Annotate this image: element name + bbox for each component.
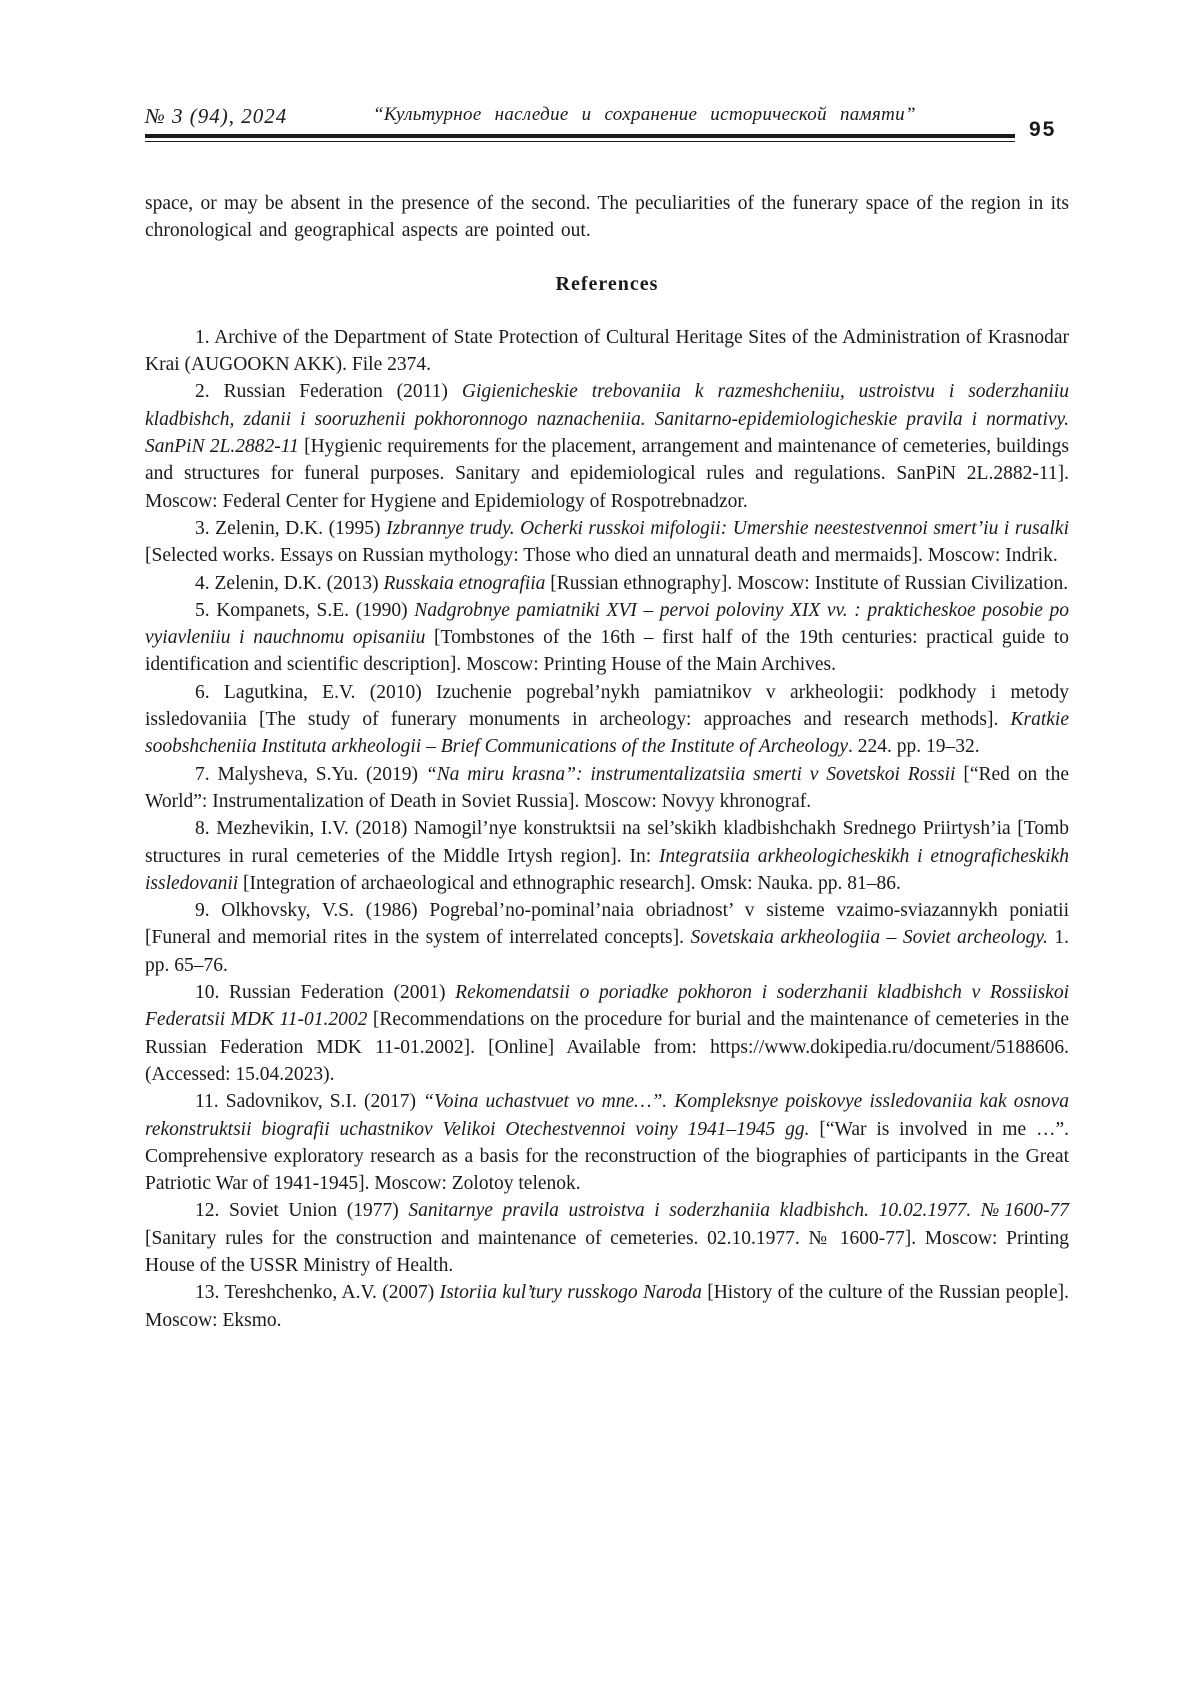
reference-title: Russkaia etnografiia — [383, 572, 546, 594]
reference-text: [Selected works. Essays on Russian mythology: Those who died an unnatural death and mermaids]. Moscow: Indrik. — [145, 545, 1058, 567]
reference-title: Sanitarnye pravila ustroistva i soderzhaniia kladbishch. 10.02.1977. №1600-77 — [408, 1200, 1069, 1222]
reference-item — [145, 1279, 1069, 1334]
reference-title: Istoriia kul’tury russkogo Naroda — [439, 1282, 702, 1304]
journal-title: “Культурное наследие и сохранение исторической памяти” — [373, 104, 916, 125]
reference-title: Izbrannye trudy. Ocherki russkoi mifologii: Umershie neestestvennoi smert’iu i rusalki — [386, 517, 1069, 539]
reference-text: 7. Malysheva, S.Yu. (2019) — [195, 763, 426, 785]
reference-title: “Na miru krasna”: instrumentalizatsiia smerti v Sovetskoi Rossii — [425, 763, 956, 785]
reference-text: 9. Olkhovsky, V.S. (1986) Pogrebal’no-pominal’naia obriadnost’ v sisteme vzaimo-sviazannykh poniatii [Funeral and memorial rites in the system of interrelated concepts]. — [145, 900, 1069, 949]
reference-text: 11. Sadovnikov, S.I. (2017) — [195, 1091, 424, 1113]
reference-text: [History of the culture of the Russian people]. Moscow: Eksmo. — [145, 1282, 1069, 1331]
reference-text: 1. Archive of the Department of State Protection of Cultural Heritage Sites of the Administration of Krasnodar Krai (AUGOOKN AKK). File 2374. — [145, 326, 1069, 376]
reference-text: . 224. pp. 19–32. — [848, 736, 980, 758]
reference-text: 8. Mezhevikin, I.V. (2018) Namogil’nye konstruktsii na sel’skikh kladbishchakh Srednego Priirtysh’ia [Tomb structures in rural cemeteries of the Middle Irtysh region]. In: — [145, 818, 1069, 867]
reference-text: [“War is involved in me …”. Comprehensive exploratory research as a basis for the reconstruction of the biographies of participants in the Great Patriotic War of 1941-1945]. Moscow: Zolotoy telenok. — [145, 1118, 1069, 1195]
reference-item — [145, 324, 1069, 379]
reference-text: 3. Zelenin, D.K. (1995) — [195, 517, 387, 539]
reference-text: 4. Zelenin, D.K. (2013) — [195, 572, 384, 594]
reference-item — [145, 815, 1069, 897]
reference-title: Sovetskaia arkheologiia – Soviet archeology. — [690, 927, 1048, 949]
reference-item — [145, 570, 1069, 597]
reference-title: Integratsiia arkheologicheskikh i etnograficheskikh issledovanii — [145, 845, 1069, 894]
header-rule-thick — [145, 134, 1015, 138]
reference-item — [145, 1088, 1069, 1197]
reference-title: Kratkie soobshcheniia Instituta arkheologii – Brief Communications of the Institute of Archeology — [145, 709, 1069, 758]
reference-text: [Hygienic requirements for the placement, arrangement and maintenance of cemeteries, buildings and structures for funeral purposes. Sanitary and epidemiological rules and regulations. SanPiN 2L.2882-11]. Moscow: Federal Center for Hygiene and Epidemiology of Rospotrebnadzor. — [145, 436, 1069, 512]
reference-text: [Sanitary rules for the construction and maintenance of cemeteries. 02.10.1977. № 1600-77]. Moscow: Printing House of the USSR Ministry of Health. — [145, 1227, 1069, 1276]
reference-item — [145, 679, 1069, 761]
reference-text: [Recommendations on the procedure for burial and the maintenance of cemeteries in the Russian Federation MDK 11-01.2002]. [Online] Available from: https://www.dokipedia.ru/document/5188606. (Accessed: 15.04.2023). — [145, 1009, 1069, 1085]
reference-title: Nadgrobnye pamiatniki XVI – pervoi poloviny XIX vv. : prakticheskoe posobie po vyiavleniiu i nauchnomu opisaniiu — [145, 599, 1069, 649]
references-heading: References — [555, 272, 659, 295]
page-body — [145, 190, 1069, 1334]
reference-text: 12. Soviet Union (1977) — [195, 1200, 409, 1222]
reference-text: [Tombstones of the 16th – first half of the 19th centuries: practical guide to identification and scientific description]. Moscow: Printing House of the Main Archives. — [145, 627, 1069, 676]
reference-item — [145, 761, 1069, 816]
reference-title: Gigienicheskie trebovaniia k razmeshcheniiu, ustroistvu i soderzhaniiu kladbishch, zdanii i sooruzhenii pokhoronnogo naznacheniia. Sanitarno-epidemiologicheskie pravila i normativy. SanPiN 2L.2882-11 — [145, 381, 1069, 458]
issue-number: № 3 (94), 2024 — [145, 104, 288, 128]
reference-item — [145, 597, 1069, 679]
reference-item — [145, 897, 1069, 979]
page-number: 95 — [1029, 118, 1057, 141]
abstract-continuation: space, or may be absent in the presence of the second. The peculiarities of the funerary space of the region in its chronological and geographical aspects are pointed out. — [145, 193, 1069, 242]
reference-item — [145, 979, 1069, 1088]
reference-item — [145, 515, 1069, 570]
reference-text: 10. Russian Federation (2001) — [195, 982, 456, 1004]
reference-text: [Russian ethnography]. Moscow: Institute of Russian Civilization. — [545, 572, 1069, 594]
reference-text: 6. Lagutkina, E.V. (2010) Izuchenie pogrebal’nykh pamiatnikov v arkheologii: podkhody i metody issledovaniia [The study of funerary monuments in archeology: approaches and research methods]. — [145, 681, 1069, 731]
running-header — [145, 98, 1015, 138]
reference-text: 2. Russian Federation (2011) — [195, 381, 462, 403]
reference-title: Rekomendatsii o poriadke pokhoron i soderzhanii kladbishch v Rossiiskoi Federatsii MDK 11-01.2002 — [145, 982, 1069, 1031]
reference-text: 13. Tereshchenko, A.V. (2007) — [195, 1282, 440, 1304]
reference-title: “Voina uchastvuet vo mne…”. Kompleksnye poiskovye issledovaniia kak osnova rekonstruktsii biografii uchastnikov Velikoi Otechestvennoi voiny 1941–1945 gg. — [145, 1091, 1069, 1140]
reference-item — [145, 378, 1069, 514]
reference-text: 5. Kompanets, S.E. (1990) — [195, 599, 415, 621]
header-rule-thin — [145, 141, 1015, 142]
reference-text: 1. pp. 65–76. — [145, 927, 1069, 976]
reference-text: [Integration of archaeological and ethnographic research]. Omsk: Nauka. pp. 81–86. — [238, 872, 901, 894]
reference-text: [“Red on the World”: Instrumentalization of Death in Soviet Russia]. Moscow: Novyy khronograf. — [145, 763, 1069, 812]
reference-item — [145, 1197, 1069, 1279]
